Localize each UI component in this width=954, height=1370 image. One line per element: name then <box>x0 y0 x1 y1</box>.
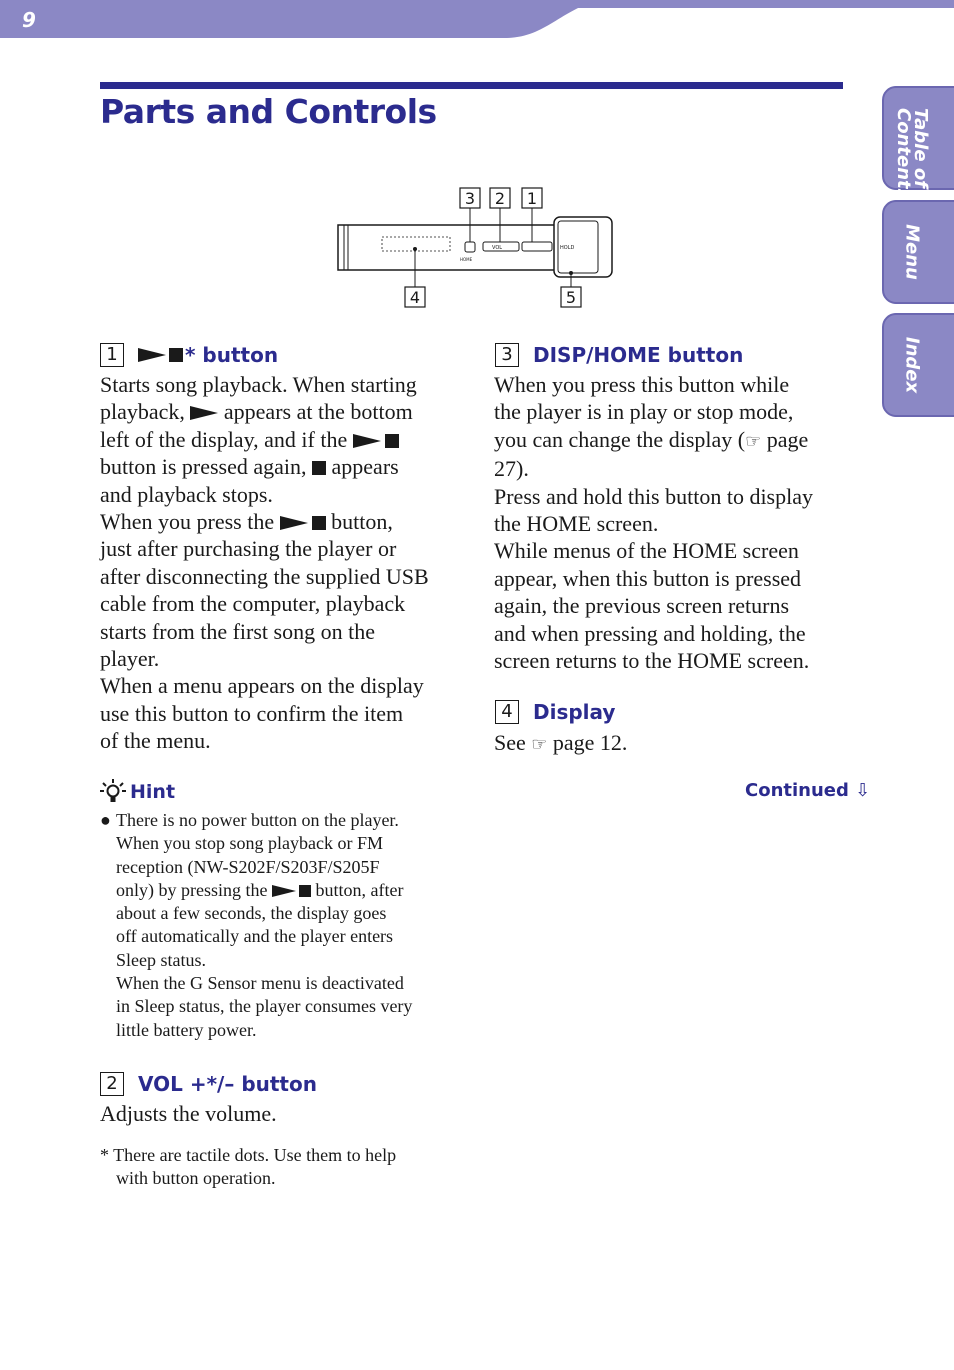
section-title: Display <box>533 700 616 724</box>
callout-1: 1 <box>526 189 538 208</box>
callout-4: 4 <box>409 288 421 307</box>
section-1-heading <box>100 343 278 367</box>
arrow-down-icon: ⇩ <box>855 780 871 801</box>
section-4-heading <box>495 700 615 724</box>
play-icon <box>272 885 296 897</box>
continued-link[interactable] <box>745 780 870 801</box>
pointing-hand-icon: ☞ <box>531 734 548 755</box>
footnote: * There are tactile dots. Use them to help with button operation. <box>100 1145 397 1189</box>
section-4-body: See ☞ page 12. <box>494 730 628 755</box>
section-3-heading <box>495 343 743 367</box>
callout-5: 5 <box>565 288 577 307</box>
page-title: Parts and Controls <box>100 92 437 131</box>
title-rule <box>100 82 843 89</box>
hint-title: Hint <box>130 781 176 803</box>
bullet: ● <box>100 810 111 830</box>
svg-text:VOL: VOL <box>492 245 503 251</box>
callout-3: 3 <box>464 189 476 208</box>
stop-icon <box>169 348 183 362</box>
play-icon <box>190 406 218 420</box>
tab-table-of-contents[interactable] <box>882 86 954 200</box>
tab-menu[interactable] <box>882 200 954 304</box>
stop-icon <box>299 885 311 897</box>
section-number: 2 <box>100 1072 124 1096</box>
callout-2: 2 <box>494 189 506 208</box>
tab-index[interactable] <box>882 313 954 417</box>
play-icon <box>353 434 381 448</box>
play-icon <box>280 516 308 530</box>
stop-icon <box>312 461 326 475</box>
tab-label: Table of Contents <box>893 108 931 200</box>
hint-body: There is no power button on the player. When you stop song playback or FM reception (NW-S202F/S203F/S205F only) by pressing the button, after about a few seconds, the display goes off automatically and the player enters Sleep status. When the G Sensor menu is deactivated in Sleep status, the player consumes very little battery power. <box>116 810 413 1040</box>
svg-text:HOME: HOME <box>460 257 473 262</box>
page-number: 9 <box>22 8 36 32</box>
tab-label: Index <box>901 336 923 394</box>
section-3-body: When you press this button while the player is in play or stop mode, you can change the display (☞ page 27). Press and hold this button to display the HOME screen. While menus of the HOME screen appear, when this button is pressed again, the previous screen returns and when pressing and holding, the screen returns to the HOME screen. <box>494 372 813 674</box>
section-1-body: Starts song playback. When starting playback, appears at the bottom left of the display, and if the button is pressed again, appears and playback stops. When you press the button, just after purchasing the player or after disconnecting the supplied USB cable from the computer, playback starts from the first song on the player. When a menu appears on the display use this button to confirm the item of the menu. <box>100 372 429 754</box>
section-number: 1 <box>100 343 124 367</box>
player-diagram <box>330 185 620 310</box>
svg-text:HOLD: HOLD <box>560 245 575 251</box>
section-title: DISP/HOME button <box>533 343 744 367</box>
continued-label: Continued <box>745 780 849 801</box>
section-number: 4 <box>495 700 519 724</box>
stop-icon <box>312 516 326 530</box>
section-number: 3 <box>495 343 519 367</box>
section-2-heading <box>100 1072 317 1096</box>
stop-icon <box>385 434 399 448</box>
section-title: VOL +*/– button <box>138 1072 317 1096</box>
lightbulb-icon <box>100 778 126 806</box>
play-icon <box>138 348 166 362</box>
hint-heading <box>100 778 175 806</box>
section-title: * button <box>185 343 279 367</box>
header-bar <box>0 0 954 40</box>
section-2-body: Adjusts the volume. <box>100 1101 277 1126</box>
pointing-hand-icon: ☞ <box>745 430 762 452</box>
tab-label: Menu <box>901 224 923 280</box>
